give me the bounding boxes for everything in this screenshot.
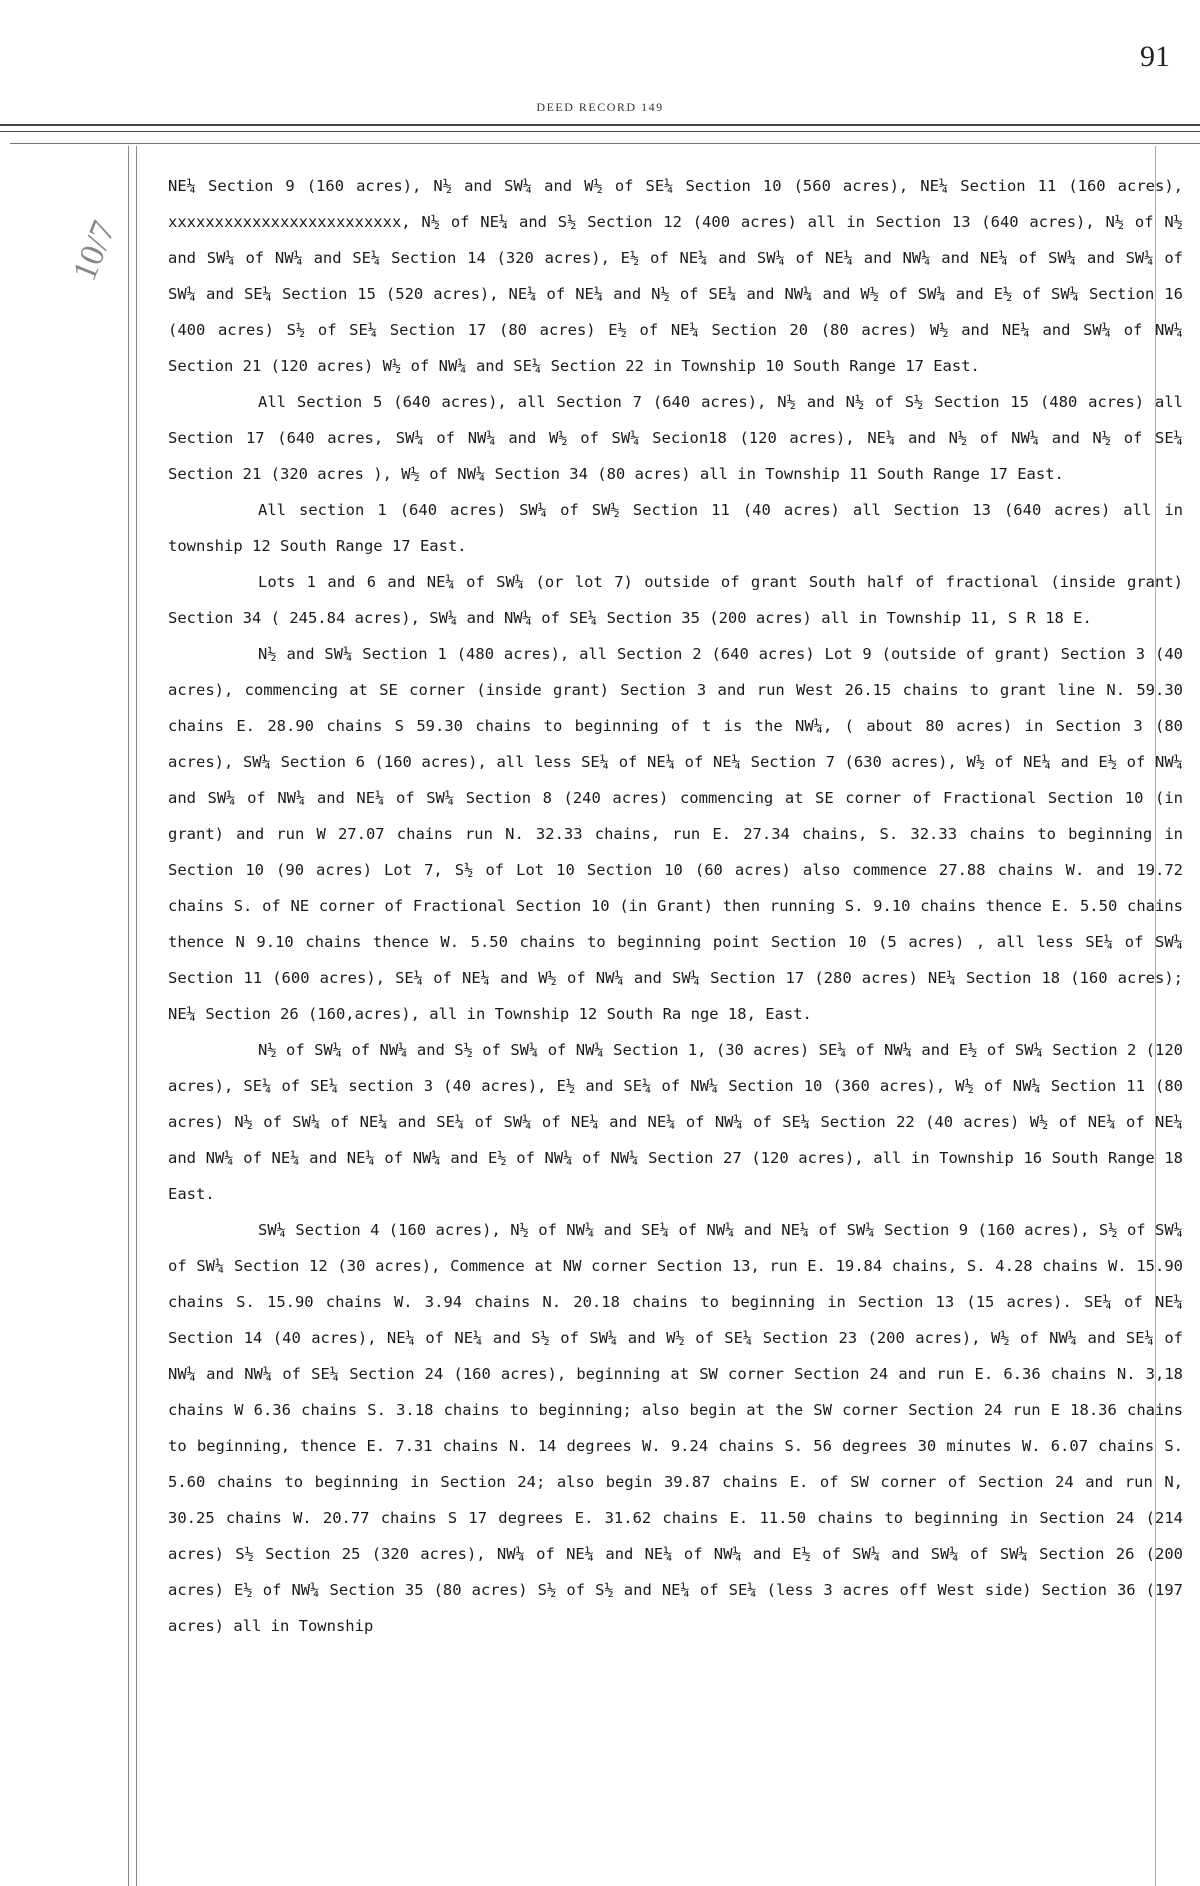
deed-paragraph: Lots 1 and 6 and NE¼ of SW¼ (or lot 7) outside of grant South half of fractional (inside grant) Section 34 ( 245.84 acres), SW¼ and NW¼ of SE¼ Section 35 (200 acres) all in Township 11, S R 18 E.	[168, 573, 1193, 627]
header-rule-secondary	[0, 131, 1200, 132]
page-number: 91	[1140, 40, 1170, 73]
deed-paragraph: NE¼ Section 9 (160 acres), N½ and SW¼ and W½ of SE¼ Section 10 (560 acres), NE¼ Section 11 (160 acres), xxxxxxxxxxxxxxxxxxxxxxxxx, N½ of NE¼ and S½ Section 12 (400 acres) all in Section 13 (640 acres), N½ of N½ and SW¼ of NW¼ and SE¼ Section 14 (320 acres), E½ of NE¼ and SW¼ of NE¼ and NW¼ and NE¼ of SW¼ and SW¼ of SW¼ and SE¼ Section 15 (520 acres), NE¼ of NE¼ and N½ of SE¼ and NW¼ and W½ of SW¼ and E½ of SW¼ Section 16 (400 acres) S½ of SE¼ Section 17 (80 acres) E½ of NE¼ Section 20 (80 acres) W½ and NE¼ and SW¼ of NW¼ Section 21 (120 acres) W½ of NW¼ and SE¼ Section 22 in Township 10 South Range 17 East.	[168, 177, 1193, 375]
left-margin-line	[128, 146, 129, 1886]
record-header: DEED RECORD 149	[536, 100, 664, 114]
header-rule-tertiary	[10, 143, 1200, 144]
deed-paragraph: N½ of SW¼ of NW¼ and S½ of SW¼ of NW¼ Section 1, (30 acres) SE¼ of NW¼ and E½ of SW¼ Section 2 (120 acres), SE¼ of SE¼ section 3 (40 acres), E½ and SE¼ of NW¼ Section 10 (360 acres), W½ of NW¼ Section 11 (80 acres) N½ of SW¼ of NE¼ and SE¼ of SW¼ of NE¼ and NE¼ of NW¼ of SE¼ Section 22 (40 acres) W½ of NE¼ of NE¼ and NW¼ of NE¼ and NE¼ of NW¼ and E½ of NW¼ of NW¼ Section 27 (120 acres), all in Township 16 South Range 18 East.	[168, 1041, 1193, 1203]
header-rule	[0, 124, 1200, 126]
deed-paragraph: All Section 5 (640 acres), all Section 7 (640 acres), N½ and N½ of S½ Section 15 (480 acres) all Section 17 (640 acres, SW¼ of NW¼ and W½ of SW¼ Secion18 (120 acres), NE¼ and N½ of NW¼ and N½ of SE¼ Section 21 (320 acres ), W½ of NW¼ Section 34 (80 acres) all in Township 11 South Range 17 East.	[168, 393, 1193, 483]
deed-paragraph: SW¼ Section 4 (160 acres), N½ of NW¼ and SE¼ of NW¼ and NE¼ of SW¼ Section 9 (160 acres), S½ of SW¼ of SW¼ Section 12 (30 acres), Commence at NW corner Section 13, run E. 19.84 chains, S. 4.28 chains W. 15.90 chains S. 15.90 chains W. 3.94 chains N. 20.18 chains to beginning in Section 13 (15 acres). SE¼ of NE¼ Section 14 (40 acres), NE¼ of NE¼ and S½ of SW¼ and W½ of SE¼ Section 23 (200 acres), W½ of NW¼ and SE¼ of NW¼ and NW¼ of SE¼ Section 24 (160 acres), beginning at SW corner Section 24 and run E. 6.36 chains N. 3,18 chains W 6.36 chains S. 3.18 chains to beginning; also begin at the SW corner Section 24 run E 18.36 chains to beginning, thence E. 7.31 chains N. 14 degrees W. 9.24 chains S. 56 degrees 30 minutes W. 6.07 chains S. 5.60 chains to beginning in Section 24; also begin 39.87 chains E. of SW corner of Section 24 and run N, 30.25 chains W. 20.77 chains S 17 degrees E. 31.62 chains E. 11.50 chains to beginning in Section 24 (214 acres) S½ Section 25 (320 acres), NW¼ of NE¼ and NE¼ of NW¼ and E½ of SW¼ and SW¼ of SW¼ Section 26 (200 acres) E½ of NW¼ Section 35 (80 acres) S½ of S½ and NE¼ of SE¼ (less 3 acres off West side) Section 36 (197 acres) all in Township	[168, 1221, 1193, 1635]
deed-paragraph: All section 1 (640 acres) SW¼ of SW½ Section 11 (40 acres) all Section 13 (640 acres) all in township 12 South Range 17 East.	[168, 501, 1193, 555]
deed-body	[168, 168, 1193, 1644]
deed-paragraph: N½ and SW¼ Section 1 (480 acres), all Section 2 (640 acres) Lot 9 (outside of grant) Section 3 (40 acres), commencing at SE corner (inside grant) Section 3 and run West 26.15 chains to grant line N. 59.30 chains E. 28.90 chains S 59.30 chains to beginning of t is the NW¼, ( about 80 acres) in Section 3 (80 acres), SW¼ Section 6 (160 acres), all less SE¼ of NE¼ of NE¼ Section 7 (630 acres), W½ of NE¼ and E½ of NW¼ and SW¼ of NW¼ and NE¼ of SW¼ Section 8 (240 acres) commencing at SE corner of Fractional Section 10 (in grant) and run W 27.07 chains run N. 32.33 chains, run E. 27.34 chains, S. 32.33 chains to beginning in Section 10 (90 acres) Lot 7, S½ of Lot 10 Section 10 (60 acres) also commence 27.88 chains W. and 19.72 chains S. of NE corner of Fractional Section 10 (in Grant) then running S. 9.10 chains thence E. 5.50 chains thence N 9.10 chains thence W. 5.50 chains to beginning point Section 10 (5 acres) , all less SE¼ of SW¼ Section 11 (600 acres), SE¼ of NE¼ and W½ of NW¼ and SW¼ Section 17 (280 acres) NE¼ Section 18 (160 acres); NE¼ Section 26 (160,acres), all in Township 12 South Ra nge 18, East.	[168, 645, 1193, 1023]
left-margin-line-inner	[136, 146, 137, 1886]
margin-handwritten-note: 10/7	[66, 215, 123, 286]
